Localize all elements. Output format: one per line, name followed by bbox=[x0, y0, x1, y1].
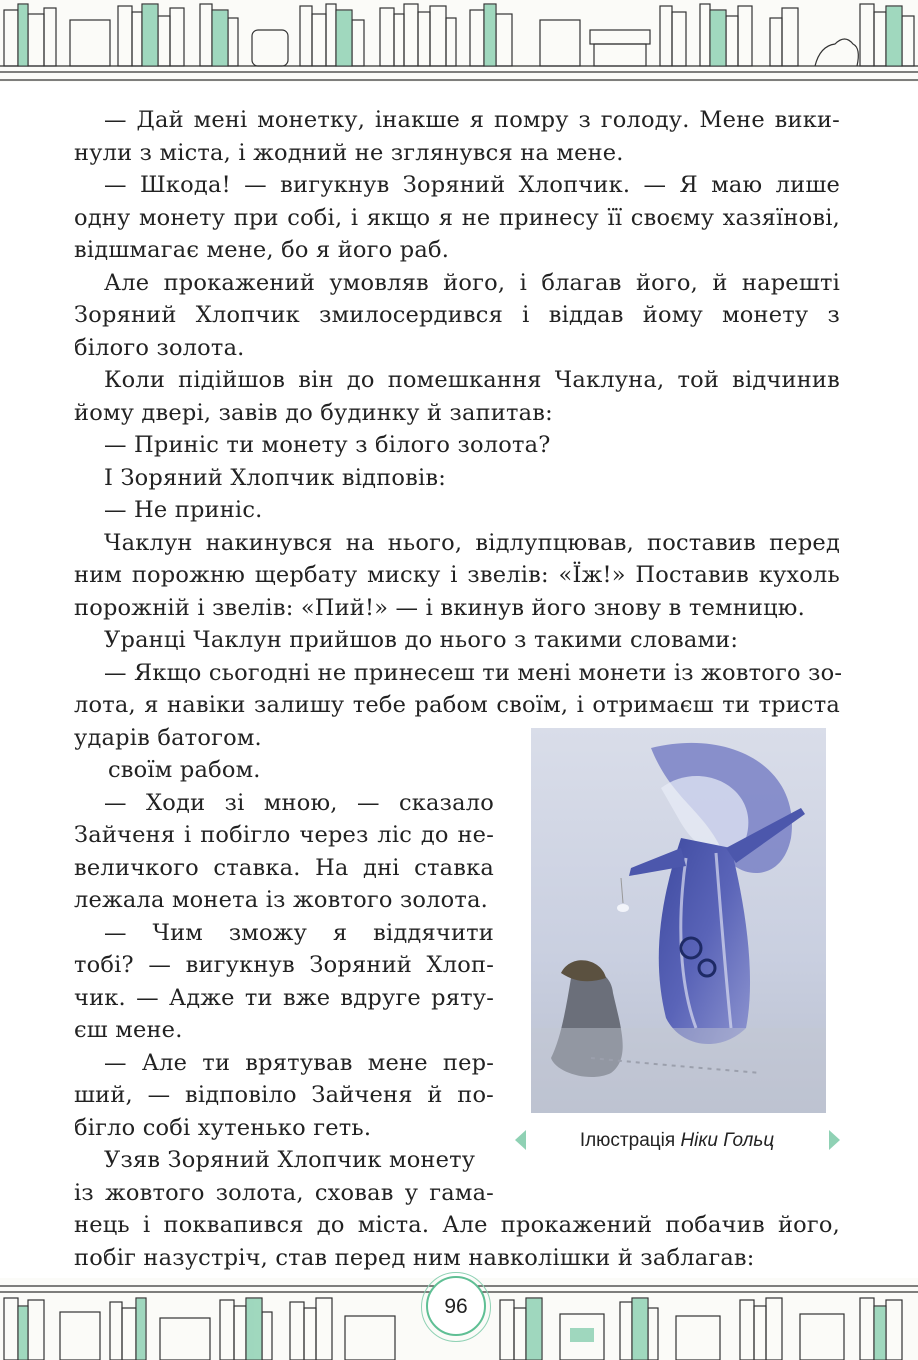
text-line: величкого ставка. На дні ставка bbox=[74, 854, 494, 881]
text-line: із жовтого золота, сховав у гама- bbox=[74, 1179, 494, 1206]
text-line: порожній і звелів: «Пий!» — і вкинув його знову в темницю. bbox=[74, 594, 805, 621]
paragraph-11 bbox=[74, 754, 494, 787]
caption-author: Ніки Гольц bbox=[680, 1130, 775, 1151]
text-line: лота, я навіки залишу тебе рабом своїм, і отримаєш ти триста bbox=[74, 692, 840, 718]
caption-arrow-right-icon bbox=[829, 1130, 840, 1150]
text-line: своїм рабом. bbox=[108, 757, 261, 783]
text-line: йому двері, завів до будинку й запитав: bbox=[74, 399, 553, 426]
text-line: Але прокажений умовляв його, і благав його, й нарешті bbox=[104, 269, 840, 296]
text-line: Узяв Зоряний Хлопчик монету bbox=[104, 1147, 476, 1173]
text-line: ударів батогом. bbox=[74, 724, 262, 751]
paragraph-14 bbox=[74, 1047, 494, 1145]
paragraph-12 bbox=[74, 787, 494, 917]
paragraph-15 bbox=[74, 1144, 840, 1274]
wizard-illustration bbox=[531, 728, 826, 1113]
text-line: ним порожню щербату миску і звелів: «Їж!» Поставив кухоль bbox=[74, 562, 840, 588]
text-line: І Зоряний Хлопчик відповів: bbox=[104, 464, 447, 491]
text-line: Зоряний Хлопчик змилосердився і віддав йому монету з bbox=[74, 302, 840, 328]
paragraph-13 bbox=[74, 917, 494, 1047]
illustration-image bbox=[531, 728, 826, 1113]
paragraph-5 bbox=[74, 429, 840, 462]
text-line: нець і поквапився до міста. Але прокажений побачив його, bbox=[74, 1212, 840, 1238]
text-line: тобі? — вигукнув Зоряний Хлоп- bbox=[74, 952, 494, 978]
text-line: — Чим зможу я віддячити bbox=[104, 919, 494, 946]
text-line: чик. — Адже ти вже вдруге ряту- bbox=[74, 984, 494, 1011]
text-line: побіг назустріч, став перед ним навколішки й заблагав: bbox=[74, 1244, 755, 1271]
text-line: ший, — відповіло Зайченя й по- bbox=[74, 1082, 494, 1108]
paragraph-8 bbox=[74, 527, 840, 625]
paragraph-2 bbox=[74, 169, 840, 267]
paragraph-1 bbox=[74, 104, 840, 169]
text-line: Коли підійшов він до помешкання Чаклуна, той відчинив bbox=[104, 367, 840, 393]
paragraph-6 bbox=[74, 462, 840, 495]
caption-prefix: Ілюстрація bbox=[579, 1130, 681, 1151]
text-line: — Ходи зі мною, — сказало bbox=[104, 789, 494, 816]
text-line: Уранці Чаклун прийшов до нього з такими словами: bbox=[104, 627, 739, 653]
text-line: — Шкода! — вигукнув Зоряний Хлопчик. — Я маю лише bbox=[104, 172, 840, 198]
paragraph-4 bbox=[74, 364, 840, 429]
text-line: нули з міста, і жодний не зглянувся на мене. bbox=[74, 139, 624, 166]
text-line: Зайченя і побігло через ліс до не- bbox=[74, 822, 494, 848]
page-number: 96 bbox=[426, 1276, 486, 1336]
paragraph-9 bbox=[74, 624, 840, 657]
text-line: — Але ти врятував мене пер- bbox=[104, 1049, 494, 1076]
paragraph-7 bbox=[74, 494, 840, 527]
text-line: бігло собі хутенько геть. bbox=[74, 1114, 372, 1141]
top-bookshelf-decoration bbox=[0, 0, 918, 82]
text-line: — Не приніс. bbox=[104, 497, 263, 523]
text-line: одну монету при собі, і якщо я не принесу її своєму хазяїнові, bbox=[74, 204, 840, 231]
text-line: лежала монета із жовтого золота. bbox=[74, 887, 489, 913]
text-line: відшмагає мене, бо я його раб. bbox=[74, 237, 450, 263]
text-line: — Якщо сьогодні не принесеш ти мені монети із жовтого зо- bbox=[104, 659, 843, 686]
text-line: — Приніс ти монету з білого золота? bbox=[104, 432, 551, 458]
text-line: білого золота. bbox=[74, 334, 245, 361]
bookshelf-top-svg bbox=[0, 0, 918, 82]
text-line: — Дай мені монетку, інакше я помру з голоду. Мене вики- bbox=[104, 107, 840, 133]
illustration-caption bbox=[512, 1126, 842, 1156]
text-line: єш мене. bbox=[74, 1017, 183, 1043]
paragraph-3 bbox=[74, 267, 840, 365]
text-line: Чаклун накинувся на нього, відлупцював, поставив перед bbox=[104, 529, 840, 556]
